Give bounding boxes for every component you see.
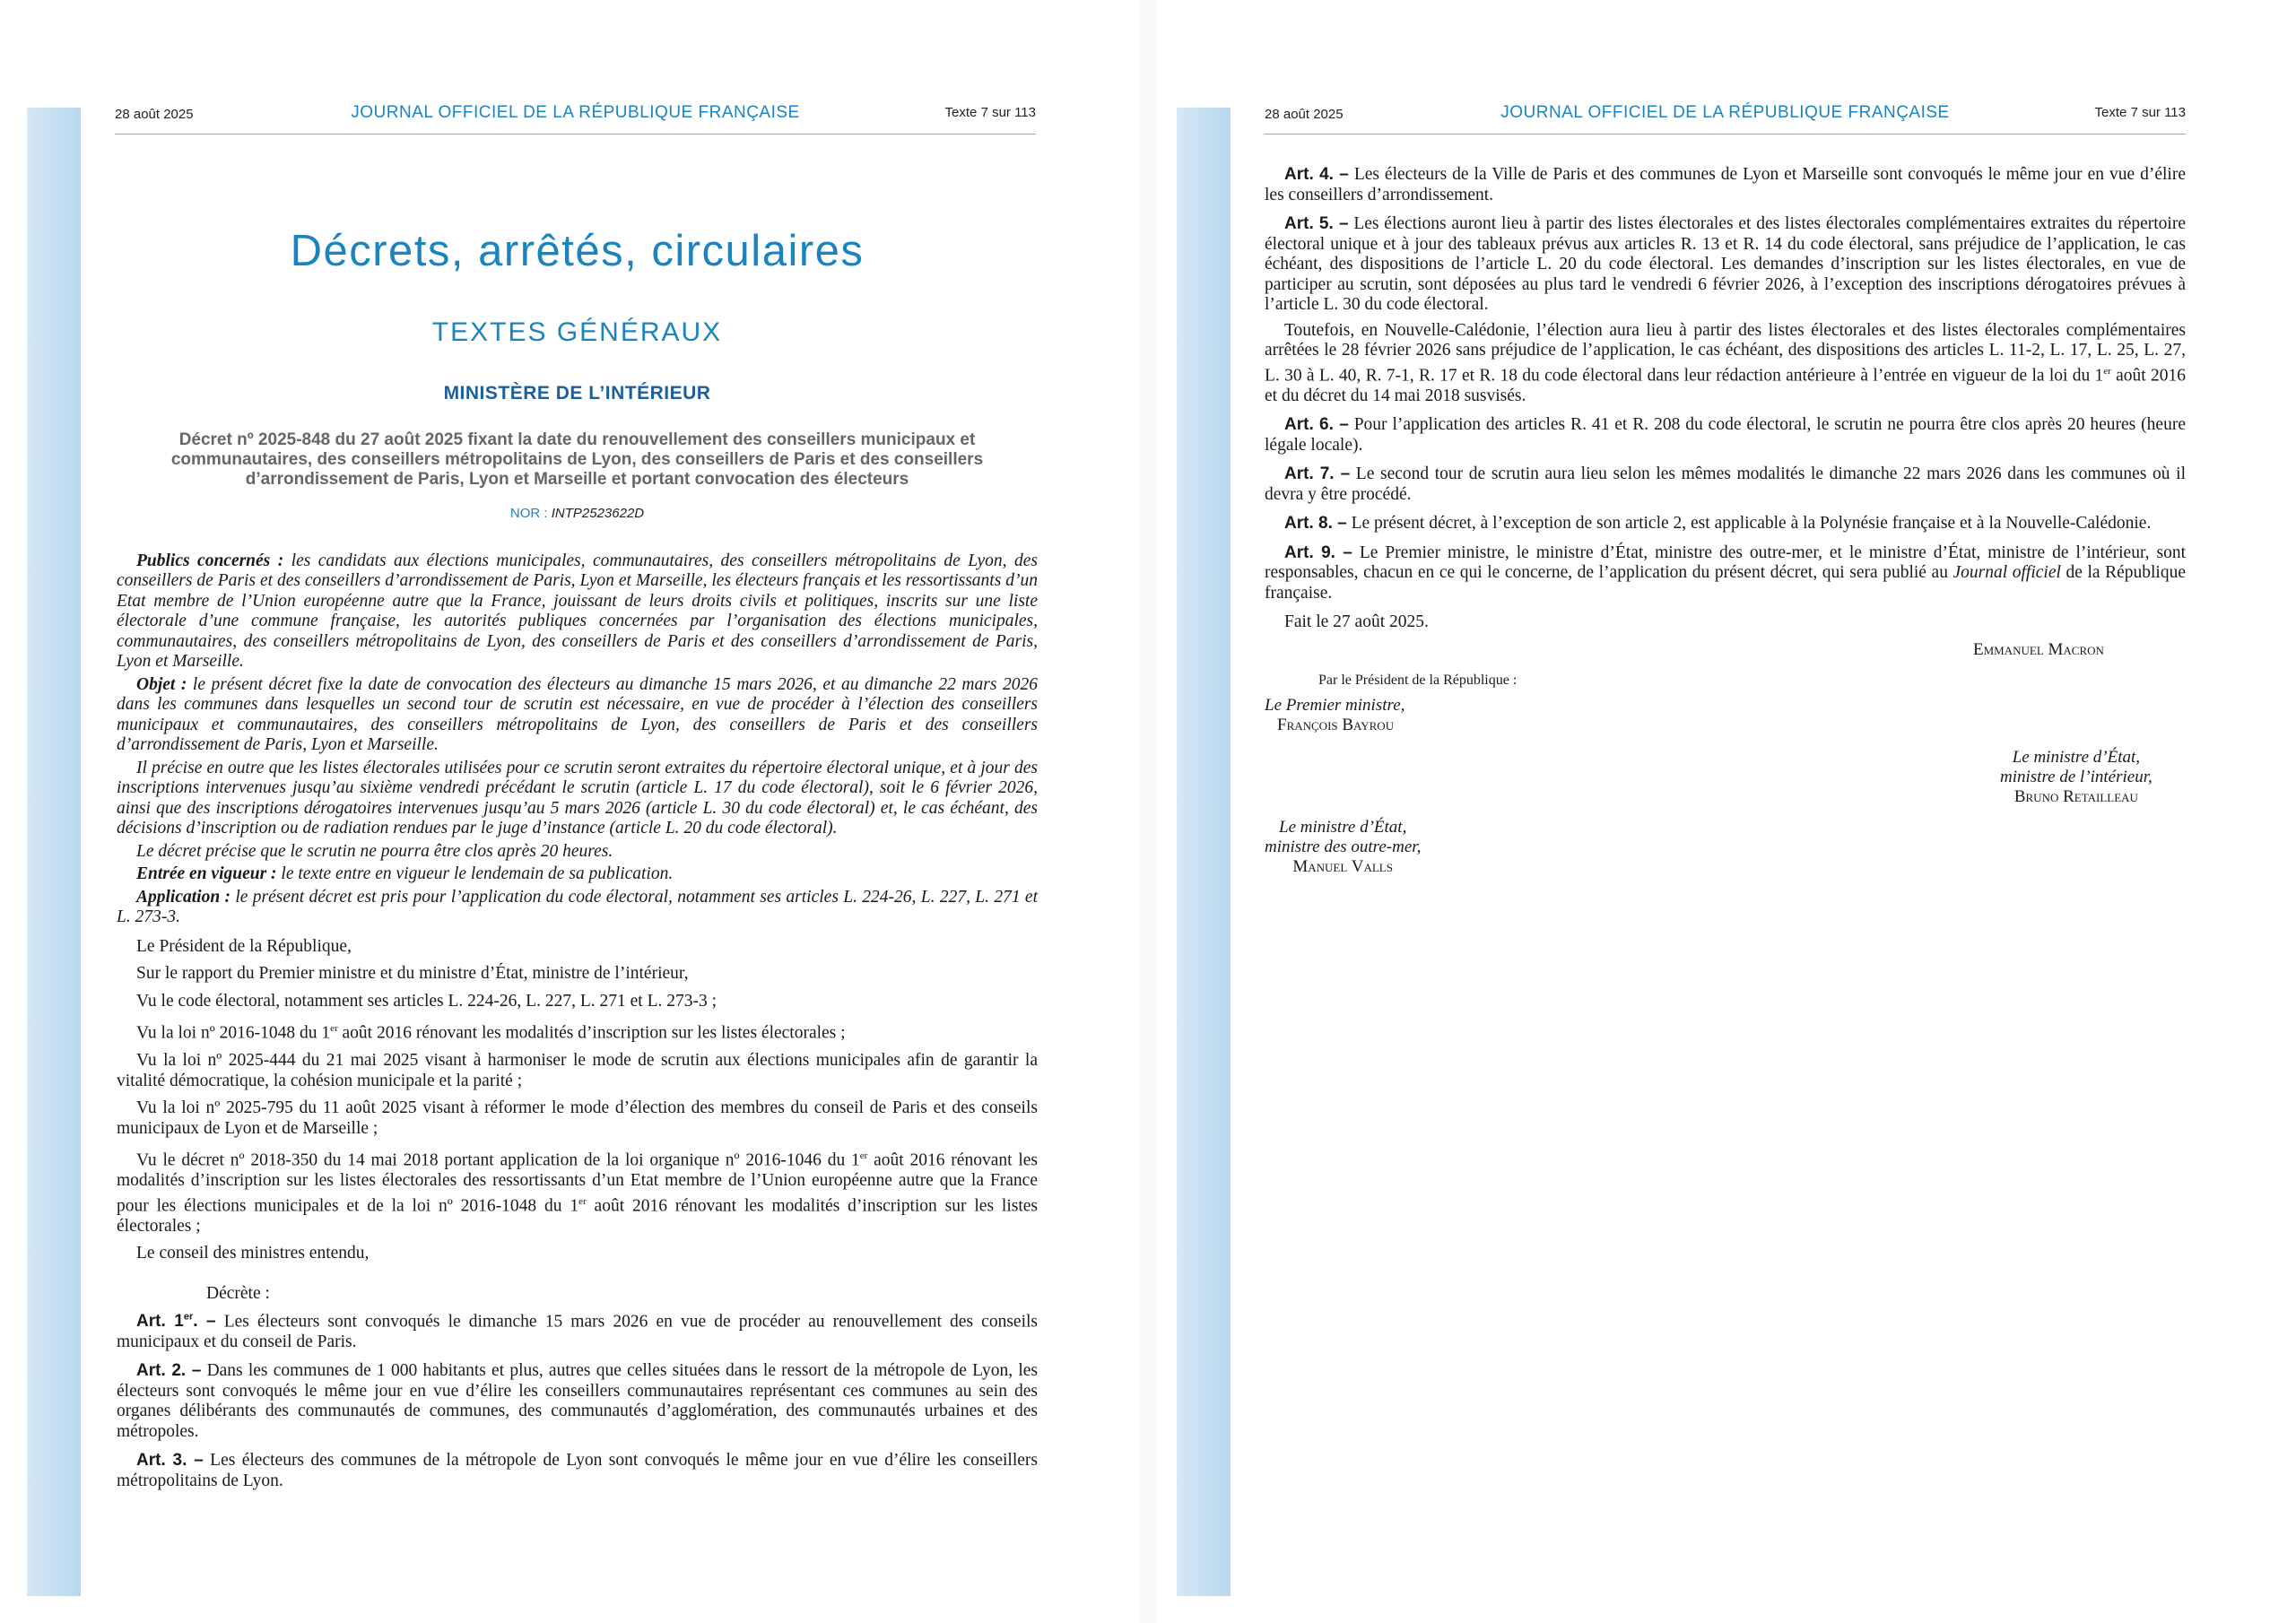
article-text: Le présent décret, à l’exception de son article 2, est applicable à la Polynésie française et à la Nouvelle-Calédonie.: [1346, 514, 2152, 533]
signature-premier-ministre: [1265, 696, 1405, 735]
rapport-line: Sur le rapport du Premier ministre et du ministre d’État, ministre de l’intérieur,: [136, 964, 689, 983]
left-page: [0, 0, 1139, 1623]
article-text: Les électeurs de la Ville de Paris et des communes de Lyon et Marseille sont convoqués le même jour en vue d’élire les conseillers d’arrondissement.: [1265, 165, 2186, 204]
vu-sup: er: [330, 1023, 338, 1034]
header-texte: Texte 7 sur 113: [2094, 105, 2186, 120]
signatures: [1265, 637, 2186, 906]
article-text: Les électeurs sont convoqués le dimanche 15 mars 2026 en vue de procéder au renouvellement des conseils municipaux et du conseil de Paris.: [117, 1312, 1038, 1351]
art1-dash: . –: [193, 1312, 216, 1332]
objet-text: le présent décret fixe la date de convocation des électeurs au dimanche 15 mars 2026, et au dimanche 22 mars 2026 dans les communes dans lesquelles un second tour de scrutin est nécessaire, en vue de procéder à l’élection des conseillers municipaux et communautaires, des conseillers métropolitains de Lyon, des conseillers de Paris et des conseillers d’arrondissement de Paris, Lyon et Marseille.: [117, 674, 1038, 754]
entree-paragraph: [117, 864, 1038, 885]
nor-value: INTP2523622D: [551, 506, 645, 521]
application-paragraph: [117, 888, 1038, 928]
article-text: Le second tour de scrutin aura lieu selon les mêmes modalités le dimanche 22 mars 2026 dans les communes où il devra y être procédé.: [1265, 464, 2186, 504]
president-line: Le Président de la République,: [136, 936, 352, 956]
journal-officiel: Journal officiel: [1952, 563, 2061, 582]
pm-name: François Bayrou: [1277, 715, 1395, 734]
article-text: Dans les communes de 1 000 habitants et plus, autres que celles situées dans le ressort de la métropole de Lyon, les électeurs sont convoqués le même jour en vue d’élire les conseillers communautaires représentant ces communes au sein des organes délibérants des communautés de communes, des communautés d’agglomération, des communautés urbaines et des métropoles.: [117, 1361, 1038, 1441]
article-3: [117, 1451, 1038, 1491]
vu-sup: er: [859, 1150, 868, 1161]
page-header: [1265, 103, 2186, 135]
signature-president: Emmanuel Macron: [1973, 639, 2104, 659]
header-date: 28 août 2025: [115, 107, 194, 122]
article-text: de la République française.: [1265, 563, 2186, 603]
article-text: Pour l’application des articles R. 41 et R. 208 du code électoral, le scrutin ne pourra être clos après 20 heures (heure légale locale).: [1265, 415, 2186, 455]
nor-label: NOR :: [509, 506, 548, 521]
article-label: Art. 3. –: [136, 1451, 204, 1471]
article-text: Le Premier ministre, le ministre d’État, ministre des outre-mer, et le ministre d’État, ministre de l’intérieur, sont responsables, chacun en ce qui le concerne, de l’application du présent décret, qui sera publié au: [1265, 542, 2186, 582]
header-journal: JOURNAL OFFICIEL DE LA RÉPUBLIQUE FRANÇAISE: [351, 103, 800, 122]
page-title: Décrets, arrêtés, circulaires: [290, 227, 865, 275]
mom-name: Manuel Valls: [1292, 856, 1393, 876]
article-text: août 2016 et du décret du 14 mai 2018 susvisés.: [1265, 366, 2187, 405]
vu-line: [117, 1146, 1038, 1237]
vu-text: août 2016 rénovant les modalités d’inscription sur les listes électorales des ressortissants d’un Etat membre de l’Union européenne autre que la France pour les élections municipales et de la loi nº 2016-1048 du 1: [117, 1150, 1038, 1215]
article-label: Art. 6. –: [1284, 415, 1349, 434]
article-5-continuation: [1265, 321, 2186, 407]
par-le-president: Par le Président de la République :: [1318, 672, 1518, 688]
precise-paragraph: Il précise en outre que les listes électorales utilisées pour ce scrutin seront extraites du répertoire électoral unique, et à jour des inscriptions intervenues jusqu’au sixième vendredi précédant le scrutin (article L. 17 du code électoral), soit le 6 février 2026, ainsi que des inscriptions dérogatoires intervenues jusqu’au 5 mars 2026 (article L. 30 du code électoral) et, le cas échéant, des décisions d’inscription ou de radiation rendues par le juge d’instance (article L. 20 du code électoral).: [117, 758, 1038, 838]
scrutin-paragraph: Le décret précise que le scrutin ne pourra être clos après 20 heures.: [136, 841, 613, 861]
decrete-line: Décrète :: [206, 1283, 270, 1303]
nor-reference: [117, 504, 1038, 525]
article-label: Art. 8. –: [1284, 514, 1347, 533]
header-texte: Texte 7 sur 113: [944, 105, 1036, 120]
vu-text: Vu la loi nº 2016-1048 du 1: [136, 1023, 331, 1043]
article-text: Les élections auront lieu à partir des listes électorales et des listes électorales complémentaires extraites du répertoire électoral unique et à jour des tableaux prévus aux articles R. 13 et R. 14 du code électoral, sans préjudice de l’application, le cas échéant, des dispositions de l’article L. 20 du code électoral. Les demandes d’inscription sur les listes électorales, en vue de participer au scrutin, sont déposées au plus tard le vendredi 6 février 2026, à l’exception des inscriptions dérogatoires prévues à l’article L. 30 du code électoral.: [1265, 214, 2186, 314]
application-text: le présent décret est pris pour l’application du code électoral, notamment ses articles L. 224-26, L. 227, L. 271 et L. 273-3.: [117, 887, 1038, 926]
section-title: TEXTES GÉNÉRAUX: [431, 317, 723, 347]
mom-title: Le ministre d’État,: [1279, 817, 1407, 837]
objet-paragraph: [117, 675, 1038, 756]
mi-title: ministre de l’intérieur,: [2000, 767, 2152, 786]
vu-line: Vu le code électoral, notamment ses articles L. 224-26, L. 227, L. 271 et L. 273-3 ;: [136, 991, 718, 1011]
art1-label: Art. 1: [136, 1312, 184, 1332]
header-journal: JOURNAL OFFICIEL DE LA RÉPUBLIQUE FRANÇAISE: [1500, 103, 1950, 122]
mom-title: ministre des outre-mer,: [1265, 837, 1422, 856]
margin-stripe: [1177, 108, 1231, 1596]
vu-line: Vu la loi nº 2025-795 du 11 août 2025 visant à réformer le mode d’élection des membres du conseil de Paris et des conseils municipaux de Lyon et de Marseille ;: [117, 1098, 1038, 1138]
article-label: Art. 9. –: [1284, 542, 1352, 562]
mi-title: Le ministre d’État,: [2012, 747, 2141, 767]
publics-paragraph: [117, 551, 1038, 673]
article-1: [117, 1307, 1038, 1352]
margin-stripe: [27, 108, 81, 1596]
entree-label: Entrée en vigueur :: [136, 864, 277, 883]
decree-title: Décret nº 2025-848 du 27 août 2025 fixant la date du renouvellement des conseillers municipaux et communautaires, des conseillers métropolitains de Lyon, des conseillers de Paris et des conseillers d’arrondissement de Paris, Lyon et Marseille et portant convocation des électeurs: [170, 430, 984, 489]
page-header: [115, 103, 1036, 135]
article-label: Art. 4. –: [1284, 165, 1349, 184]
article-8: [1265, 514, 2186, 534]
publics-text: les candidats aux élections municipales, communautaires, des conseillers métropolitains de Lyon, des conseillers de Paris et des conseillers d’arrondissement de Paris, Lyon et Marseille, les électeurs français et les ressortissants d’un Etat membre de l’Union européenne autre que la France, jouissant de leurs droits civils et politiques, inscrits sur une liste électorale d’une commune française, les autorités publiques concernées par l’organisation des élections municipales, communautaires, des conseillers métropolitains de Lyon, des conseillers de Paris et des conseillers d’arrondissement de Paris, Lyon et Marseille.: [117, 551, 1038, 671]
signature-ministre-interieur: [2000, 748, 2152, 807]
fait-line: Fait le 27 août 2025.: [1284, 612, 1429, 631]
pm-title: Le Premier ministre,: [1265, 695, 1405, 715]
article-text: Toutefois, en Nouvelle-Calédonie, l’élection aura lieu à partir des listes électorales et des listes électorales complémentaires arrêtées le 28 février 2026 sans préjudice de l’application, le cas échéant, des dispositions des articles L. 11-2, L. 17, L. 25, L. 27, L. 30 à L. 40, R. 7-1, R. 17 et R. 18 du code électoral dans leur rédaction antérieure à l’entrée en vigueur de la loi du 1: [1265, 320, 2186, 385]
right-page: [1157, 0, 2296, 1623]
objet-label: Objet :: [136, 674, 187, 694]
article-9: [1265, 543, 2186, 604]
vu-line: Vu la loi nº 2025-444 du 21 mai 2025 visant à harmoniser le mode de scrutin aux élections municipales afin de garantir la vitalité démocratique, la cohésion municipale et la parité ;: [117, 1051, 1038, 1090]
article-2: [117, 1361, 1038, 1442]
ministry-title: MINISTÈRE DE L’INTÉRIEUR: [443, 382, 711, 404]
article-sup: er: [2103, 365, 2111, 377]
article-6: [1265, 415, 2186, 456]
publics-label: Publics concernés :: [136, 551, 284, 570]
page-gutter: [1139, 0, 1157, 1623]
article-5: [1265, 214, 2186, 316]
article-7: [1265, 464, 2186, 505]
vu-sup: er: [578, 1195, 587, 1207]
article-label: Art. 5. –: [1284, 214, 1349, 233]
article-4: [1265, 165, 2186, 205]
signature-ministre-outre-mer: [1265, 818, 1421, 877]
vu-text: Vu le décret nº 2018-350 du 14 mai 2018 portant application de la loi organique nº 2016-1046 du 1: [136, 1150, 860, 1170]
vu-text: août 2016 rénovant les modalités d’inscription sur les listes électorales ;: [337, 1023, 846, 1043]
article-text: Les électeurs des communes de la métropole de Lyon sont convoqués le même jour en vue d’élire les conseillers métropolitains de Lyon.: [117, 1451, 1038, 1490]
vu-text: août 2016 rénovant les modalités d’inscription sur les listes électorales ;: [117, 1196, 1038, 1236]
vu-line: [117, 1019, 1038, 1044]
entree-text: le texte entre en vigueur le lendemain de sa publication.: [276, 864, 674, 883]
left-content: [117, 224, 1038, 1494]
application-label: Application :: [136, 887, 231, 907]
conseil-line: Le conseil des ministres entendu,: [136, 1244, 370, 1263]
art1-sup: er: [183, 1312, 194, 1323]
article-label: [136, 1312, 216, 1331]
header-date: 28 août 2025: [1265, 107, 1344, 122]
mi-name: Bruno Retailleau: [2013, 786, 2138, 806]
article-label: Art. 2. –: [136, 1361, 202, 1381]
article-label: Art. 7. –: [1284, 464, 1351, 483]
right-content: [1265, 165, 2186, 906]
